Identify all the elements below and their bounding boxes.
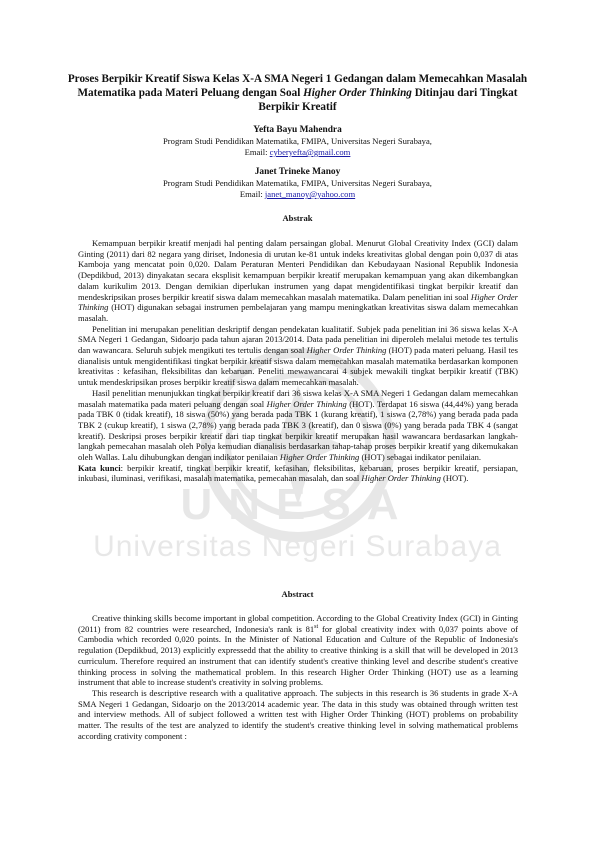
watermark-university: Universitas Negeri Surabaya — [93, 530, 502, 563]
author-name: Yefta Bayu Mahendra — [253, 125, 342, 135]
keywords: Kata kunci: berpikir kreatif, tingkat berpikir kreatif, kefasihan, fleksibilitas, kebaruan, proses berpikir kreatif, persiapan, inkubasi, iluminasi, verifikasi, masalah matematika, pemecahan masalah, dan soal Higher Order Thinking (HOT). — [78, 462, 518, 484]
title-italic: Higher Order Thinking — [303, 87, 412, 99]
keywords-label: Kata kunci — [78, 462, 121, 473]
author-affiliation: Program Studi Pendidikan Matematika, FMIPA, Universitas Negeri Surabaya, — [163, 178, 432, 188]
abstrak-paragraph-2: Penelitian ini merupakan penelitian deskriptif dengan pendekatan kualitatif. Subjek pada penelitian ini 36 siswa kelas X-A SMA Negeri 1 Gedangan, Sidoarjo pada tahun ajaran 2013/2014. Data pada penelitian ini diperoleh melalui metode tes tertulis dan wawancara. Seluruh subjek mengikuti tes tertulis dengan soal Higher Order Thinking (HOT) pada materi peluang. Hasil tes dianalisis untuk mengidentifikasi tingkat berpikir kreatif siswa dalam memecahkan masalah matematika berdasarkan komponen kreativitas : kefasihan, fleksibilitas dan kebaruan. Peneliti mewawancarai 4 subjek mewakili tingkat berpikir kreatif (TBK) untuk mendeskripsikan proses berpikir kreatif siswa dalam memecahkan masalah. — [78, 323, 518, 388]
abstract-heading: Abstract — [281, 589, 314, 599]
author-name: Janet Trineke Manoy — [254, 167, 341, 177]
author-email-line: Email: cyberyefta@gmail.com — [244, 147, 351, 157]
abstract-body — [78, 613, 518, 741]
author-email-link[interactable]: janet_manoy@yahoo.com — [264, 189, 356, 199]
paper-title — [60, 72, 535, 114]
author-1 — [60, 125, 535, 158]
abstrak-body — [78, 238, 518, 484]
abstrak-paragraph-1: Kemampuan berpikir kreatif menjadi hal penting dalam persaingan global. Menurut Global Creativity Index (GCI) dalam Ginting (2011) dari 82 negara yang diriset, Indonesia di urutan ke-81 untuk indeks kreativitas global dengan poin 0,037 di atas Kamboja yang mencatat poin 0,020. Dalam Peraturan Menteri Pendidikan dan Kebudayaan Nasional Republik Indonesia (Depdikbud, 2013) dinyakatan secara eksplisit kemampuan berpikir kreatif merupakan kemampuan yang akan dikembangkan dalam kurikulim 2013. Dengan demikian diperlukan instrumen yang dapat mengidentifikasi tingkat berpikir kreatif dan mendeskripsikan proses berpikir kreatif siswa dalam memecahkan masalah matematika. Dalam penelitian ini soal Higher Order Thinking (HOT) digunakan sebagai instrumen pembelajaran yang mampu meningkatkan kreativitas siswa dalam memecahkan masalah. — [78, 238, 518, 323]
author-email-link[interactable]: cyberyefta@gmail.com — [269, 147, 351, 157]
title-text: Proses Berpikir Kreatif Siswa Kelas X-A SMA Negeri 1 Gedangan dalam Memecahkan Masalah Matematika pada Materi Peluang dengan Soal — [67, 73, 528, 99]
abstract-paragraph-2: This research is descriptive research with a qualitative approach. The subjects in this research is 36 students in grade X-A SMA Negeri 1 Gedangan, Sidoarjo on the 2013/2014 academic year. The data in this study was obtained through written test and interview methods. All of subject followed a written test with Higher Order Thinking (HOT) problems on probability matter. The results of the test are analyzed to identify the student's creative thinking level in solving mathematical problems according crativity component : — [78, 687, 518, 741]
abstrak-heading: Abstrak — [282, 213, 313, 223]
author-email-line: Email: janet_manoy@yahoo.com — [239, 189, 356, 199]
abstract-paragraph-1: Creative thinking skills become important in global competition. According to the Global Creativity Index (GCI) in Ginting (2011) from 82 countries were researched, Indonesia's rank is 81st for global creativity index with 0,037 points above of Cambodia which recorded 0,020 points. In the Minister of National Education and Culture of the Republic of Indonesia's regulation (Depdikbud, 2013) explicitly expressedd that the ability to creative thinking is a skill that will be developed in 2013 curriculum. Therefore required an instrument that can identify student's creative thinking level and describe student's creative thinking process in solving the mathematical problem. In this research Higher Order Thinking (HOT) use as a learning instrument that able to increase student's creativity in solving problems. — [78, 613, 518, 688]
author-affiliation: Program Studi Pendidikan Matematika, FMIPA, Universitas Negeri Surabaya, — [163, 136, 432, 146]
watermark-acronym: UNESA — [180, 480, 415, 529]
abstrak-paragraph-3: Hasil penelitian menunjukkan tingkat berpikir kreatif dari 36 siswa kelas X-A SMA Negeri 1 Gedangan dalam memecahkan masalah matematika pada materi peluang dengan soal Higher Order Thinking (HOT). Terdapat 16 siswa (44,44%) yang berada pada TBK 0 (tidak kreatif), 18 siswa (50%) yang berada pada TBK 1 (kurang kreatif), 1 siswa (2,78%) yang berada pada pada TBK 2 (cukup kreatif), 1 siswa (2,78%) yang berada pada TBK 3 (kreatif), dan 0 siswa (0%) yang berada pada TBK 4 (sangat kreatif). Deskripsi proses berpikir kreatif dari tiap tingkat berpikir kreatif merupakan hasil wawancara berdasarkan langkah-langkah pemecahan masalah oleh Polya kemudian dianalisis berdasarkan tahap-tahap proses berpikir kreatif yang dikemukakan oleh Wallas. Lalu dihubungkan dengan indikator penilaian Higher Order Thinking (HOT) sebagai indikator penilaian. — [78, 387, 519, 463]
title-text-end: Ditinjau dari Tingkat Berpikir Kreatif — [258, 87, 518, 113]
author-2 — [60, 167, 535, 200]
